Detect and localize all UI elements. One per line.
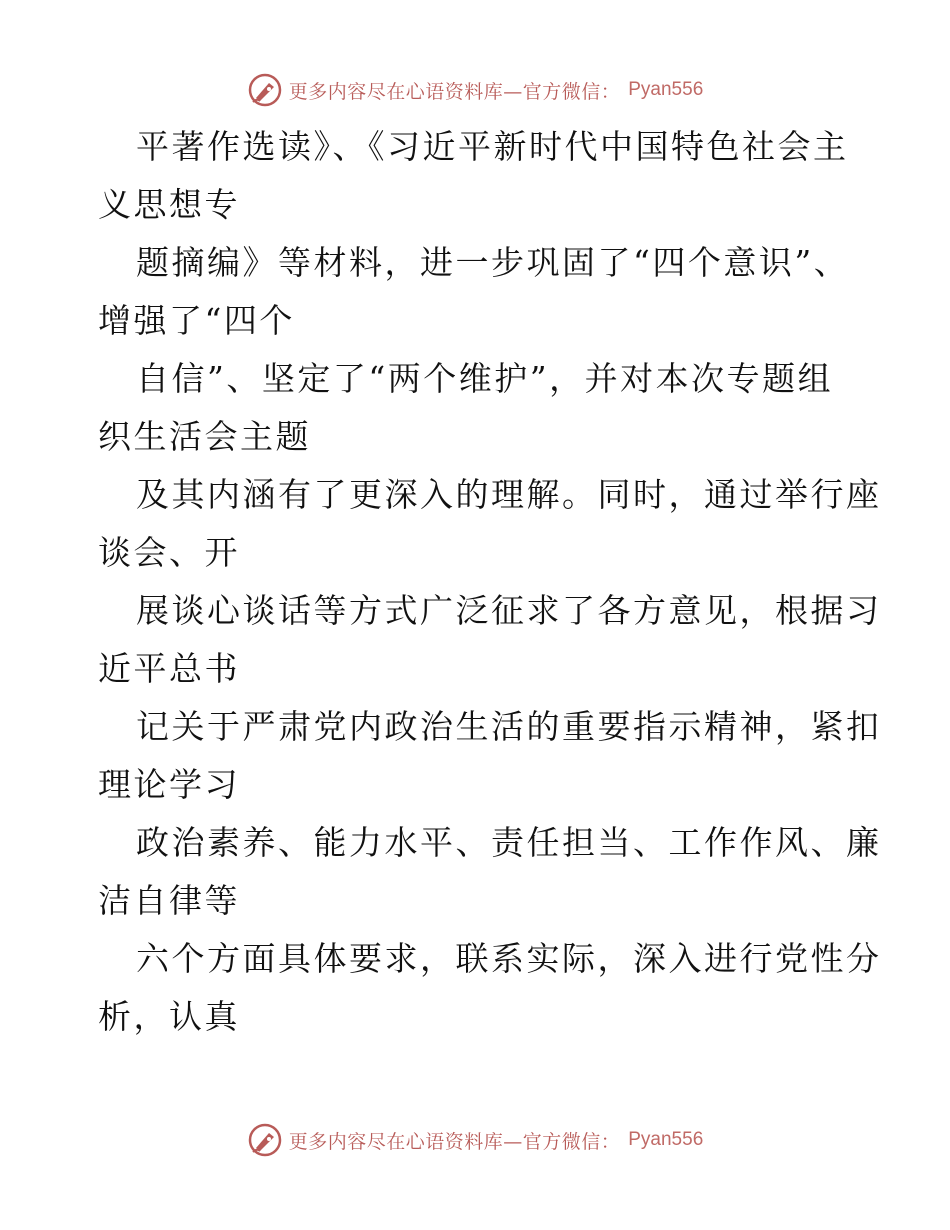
body-line: 六个方面具体要求，联系实际，深入进行党性分 [136,939,882,978]
body-line: 政治素养、能力水平、责任担当、工作作风、廉 [136,823,882,862]
pen-nib-icon [247,1122,283,1158]
body-line: 理论学习 [98,765,240,804]
watermark-wechat-id: Pyan556 [628,1129,704,1150]
body-line: 谈会、开 [98,533,240,572]
body-line: 织生活会主题 [98,417,311,456]
body-line: 析，认真 [98,997,240,1036]
body-line: 增强了“四个 [98,301,295,340]
body-line: 近平总书 [98,649,240,688]
body-line: 义思想专 [98,185,240,224]
body-line: 题摘编》等材料，进一步巩固了“四个意识”、 [136,243,850,282]
watermark-wechat-id: Pyan556 [628,79,704,100]
document-body [98,118,882,1046]
watermark-text: 更多内容尽在心语资料库—官方微信： [288,1130,621,1153]
pen-nib-icon [247,72,283,108]
header-watermark [0,70,950,110]
footer-watermark [0,1120,950,1160]
body-line: 及其内涵有了更深入的理解。同时，通过举行座 [136,475,882,514]
body-line: 自信”、坚定了“两个维护”，并对本次专题组 [136,359,834,398]
body-line: 记关于严肃党内政治生活的重要指示精神，紧扣 [136,707,882,746]
body-line: 洁自律等 [98,881,240,920]
watermark-text: 更多内容尽在心语资料库—官方微信： [288,80,621,103]
body-line: 展谈心谈话等方式广泛征求了各方意见，根据习 [136,591,882,630]
body-line: 平著作选读》、《习近平新时代中国特色社会主 [136,127,849,166]
